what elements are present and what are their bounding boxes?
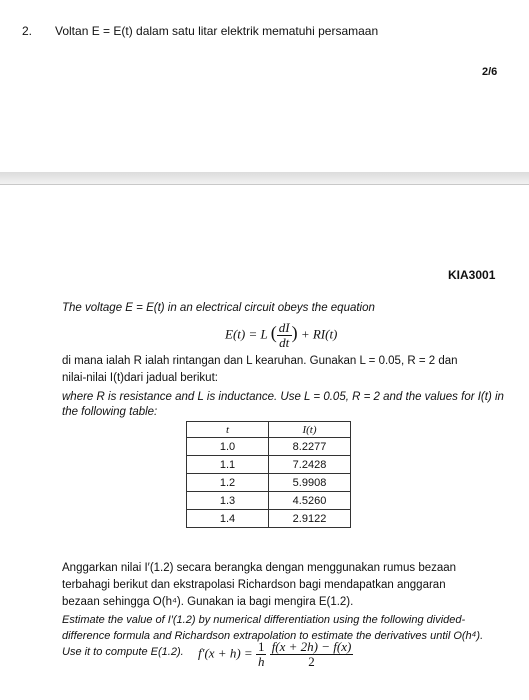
table-cell: 1.3 bbox=[187, 492, 269, 510]
page-break-line bbox=[0, 184, 529, 185]
difference-numerator: f(x + 2h) − f(x) bbox=[271, 639, 352, 654]
difference-fraction bbox=[270, 640, 354, 669]
malay-task-line-2: terbahagi berikut dan ekstrapolasi Richardson bagi mendapatkan anggaran bbox=[62, 579, 446, 591]
english-line-1: where R is resistance and L is inductance. Use L = 0.05, R = 2 and the values for I(t) in bbox=[62, 391, 504, 403]
divided-difference-formula bbox=[198, 640, 353, 669]
table-cell: 5.9908 bbox=[269, 474, 351, 492]
question-text: Voltan E = E(t) dalam satu litar elektrik mematuhi persamaan bbox=[55, 24, 379, 38]
table-cell: 7.2428 bbox=[269, 456, 351, 474]
english-task-line-3: Use it to compute E(1.2). bbox=[62, 646, 184, 658]
table-cell: 4.5260 bbox=[269, 492, 351, 510]
english-line-2: the following table: bbox=[62, 406, 158, 418]
formula-lhs: f′(x + h) = bbox=[198, 645, 253, 661]
equation-lhs: E(t) = L bbox=[225, 326, 268, 342]
table-cell: 1.2 bbox=[187, 474, 269, 492]
table-row bbox=[187, 510, 351, 528]
table-header-it: I(t) bbox=[269, 422, 351, 438]
equation-rhs: + RI(t) bbox=[300, 326, 338, 342]
table-row bbox=[187, 438, 351, 456]
coefficient-fraction bbox=[256, 640, 267, 669]
english-intro: The voltage E = E(t) in an electrical circuit obeys the equation bbox=[62, 302, 375, 314]
table-cell: 8.2277 bbox=[269, 438, 351, 456]
fraction-numerator: dI bbox=[278, 320, 290, 335]
current-table bbox=[186, 421, 351, 528]
coefficient-denominator: h bbox=[257, 654, 265, 669]
table-header-row bbox=[187, 422, 351, 438]
table-header-t: t bbox=[187, 422, 269, 438]
page-break bbox=[0, 172, 529, 184]
difference-denominator: 2 bbox=[308, 654, 315, 669]
table-cell: 1.1 bbox=[187, 456, 269, 474]
voltage-equation: E(t) = L ( $\frac{dI}{dt}$ ) + RI(t) bbox=[225, 320, 338, 350]
coefficient-numerator: 1 bbox=[257, 639, 265, 654]
table-row bbox=[187, 456, 351, 474]
table-row bbox=[187, 474, 351, 492]
course-code: KIA3001 bbox=[448, 268, 496, 282]
page-number: 2/6 bbox=[482, 66, 498, 78]
english-task-line-1: Estimate the value of I′(1.2) by numerical differentiation using the following divided- bbox=[62, 614, 466, 626]
fraction-denominator: dt bbox=[279, 335, 290, 350]
malay-line-2: nilai-nilai I(t)dari jadual berikut: bbox=[62, 372, 218, 384]
malay-task-line-1: Anggarkan nilai I′(1.2) secara berangka dengan menggunakan rumus bezaan bbox=[62, 562, 457, 574]
table-cell: 2.9122 bbox=[269, 510, 351, 528]
malay-task-line-3: bezaan sehingga O(h⁴). Gunakan ia bagi mengira E(1.2). bbox=[62, 596, 354, 608]
table-cell: 1.4 bbox=[187, 510, 269, 528]
english-task-line-2: difference formula and Richardson extrapolation to estimate the derivatives until O(h⁴). bbox=[62, 630, 484, 642]
derivative-fraction bbox=[277, 321, 292, 350]
question-number: 2. bbox=[22, 24, 33, 38]
table-row bbox=[187, 492, 351, 510]
malay-line-1: di mana ialah R ialah rintangan dan L kearuhan. Gunakan L = 0.05, R = 2 dan bbox=[62, 355, 458, 367]
table-cell: 1.0 bbox=[187, 438, 269, 456]
